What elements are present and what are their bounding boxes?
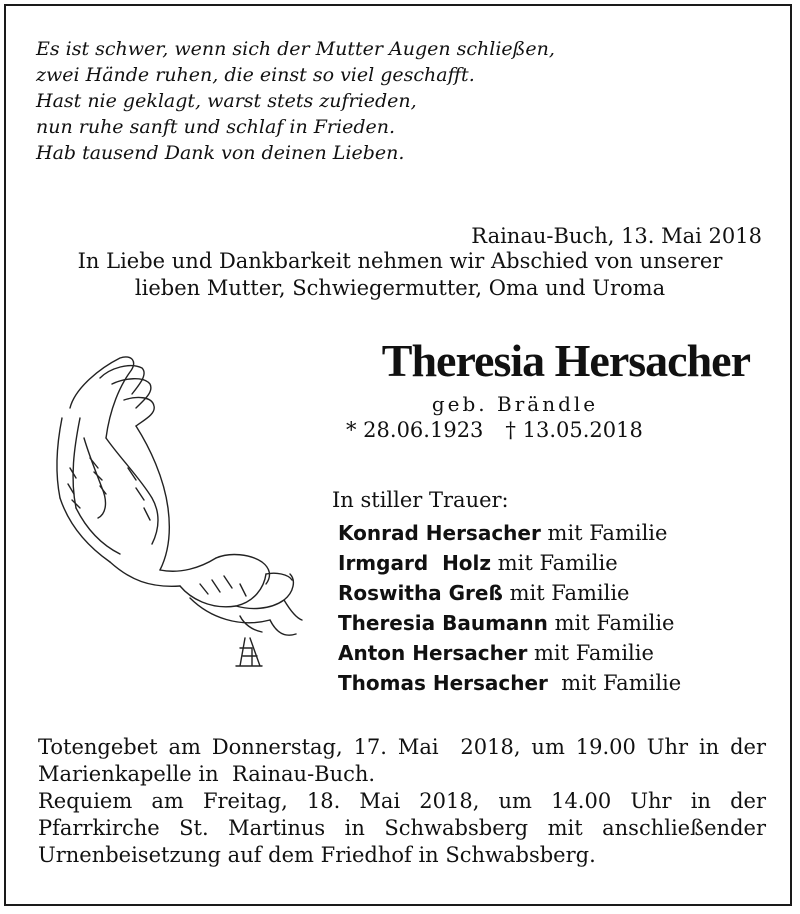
poem-line: Hab tausend Dank von deinen Lieben. [36,142,405,164]
mourner-suffix: mit Familie [534,641,654,665]
mourner-name: Theresia Baumann [338,611,548,635]
mourners-heading: In stiller Trauer: [332,488,509,512]
list-item [338,518,681,548]
birth-date: * 28.06.1923 [346,418,484,442]
requiem-service: Requiem am Freitag, 18. Mai 2018, um 14.00 Uhr in der Pfarrkirche St. Martinus in Schwabsberg mit anschließender Urnenbeisetzung auf dem Friedhof in Schwabsberg. [38,789,773,867]
poem [36,36,555,166]
poem-line: Hast nie geklagt, warst stets zufrieden, [36,90,417,112]
life-dates [346,418,643,442]
mourner-suffix: mit Familie [547,521,668,545]
service-details [38,734,773,869]
mourner-name: Thomas Hersacher [338,671,548,695]
mourner-name: Roswitha Greß [338,581,503,605]
list-item [338,638,681,668]
poem-line: zwei Hände ruhen, die einst so viel geschafft. [36,64,475,86]
death-date: † 13.05.2018 [505,418,643,442]
list-item [338,668,681,698]
deceased-name: Theresia Hersacher [381,335,750,386]
list-item [338,608,681,638]
prayer-service: Totengebet am Donnerstag, 17. Mai 2018, um 19.00 Uhr in der Marienkapelle in Rainau-Buch. [38,735,773,786]
praying-hands-icon [40,348,310,678]
maiden-name: geb. Brändle [431,392,599,416]
poem-line: Es ist schwer, wenn sich der Mutter Augen schließen, [36,38,555,60]
poem-line: nun ruhe sanft und schlaf in Frieden. [36,116,396,138]
intro-line: lieben Mutter, Schwiegermutter, Oma und Uroma [134,276,666,300]
list-item [338,578,681,608]
mourner-suffix: mit Familie [509,581,630,605]
mourners-list [338,518,681,698]
mourner-suffix: mit Familie [497,551,618,575]
mourner-name: Anton Hersacher [338,641,528,665]
place-date: Rainau-Buch, 13. Mai 2018 [471,224,762,248]
mourner-name: Irmgard Holz [338,551,492,575]
list-item [338,548,681,578]
intro-text [0,248,800,302]
mourner-name: Konrad Hersacher [338,521,541,545]
intro-line: In Liebe und Dankbarkeit nehmen wir Abschied von unserer [77,249,723,273]
mourner-suffix: mit Familie [554,611,675,635]
mourner-suffix: mit Familie [554,671,682,695]
